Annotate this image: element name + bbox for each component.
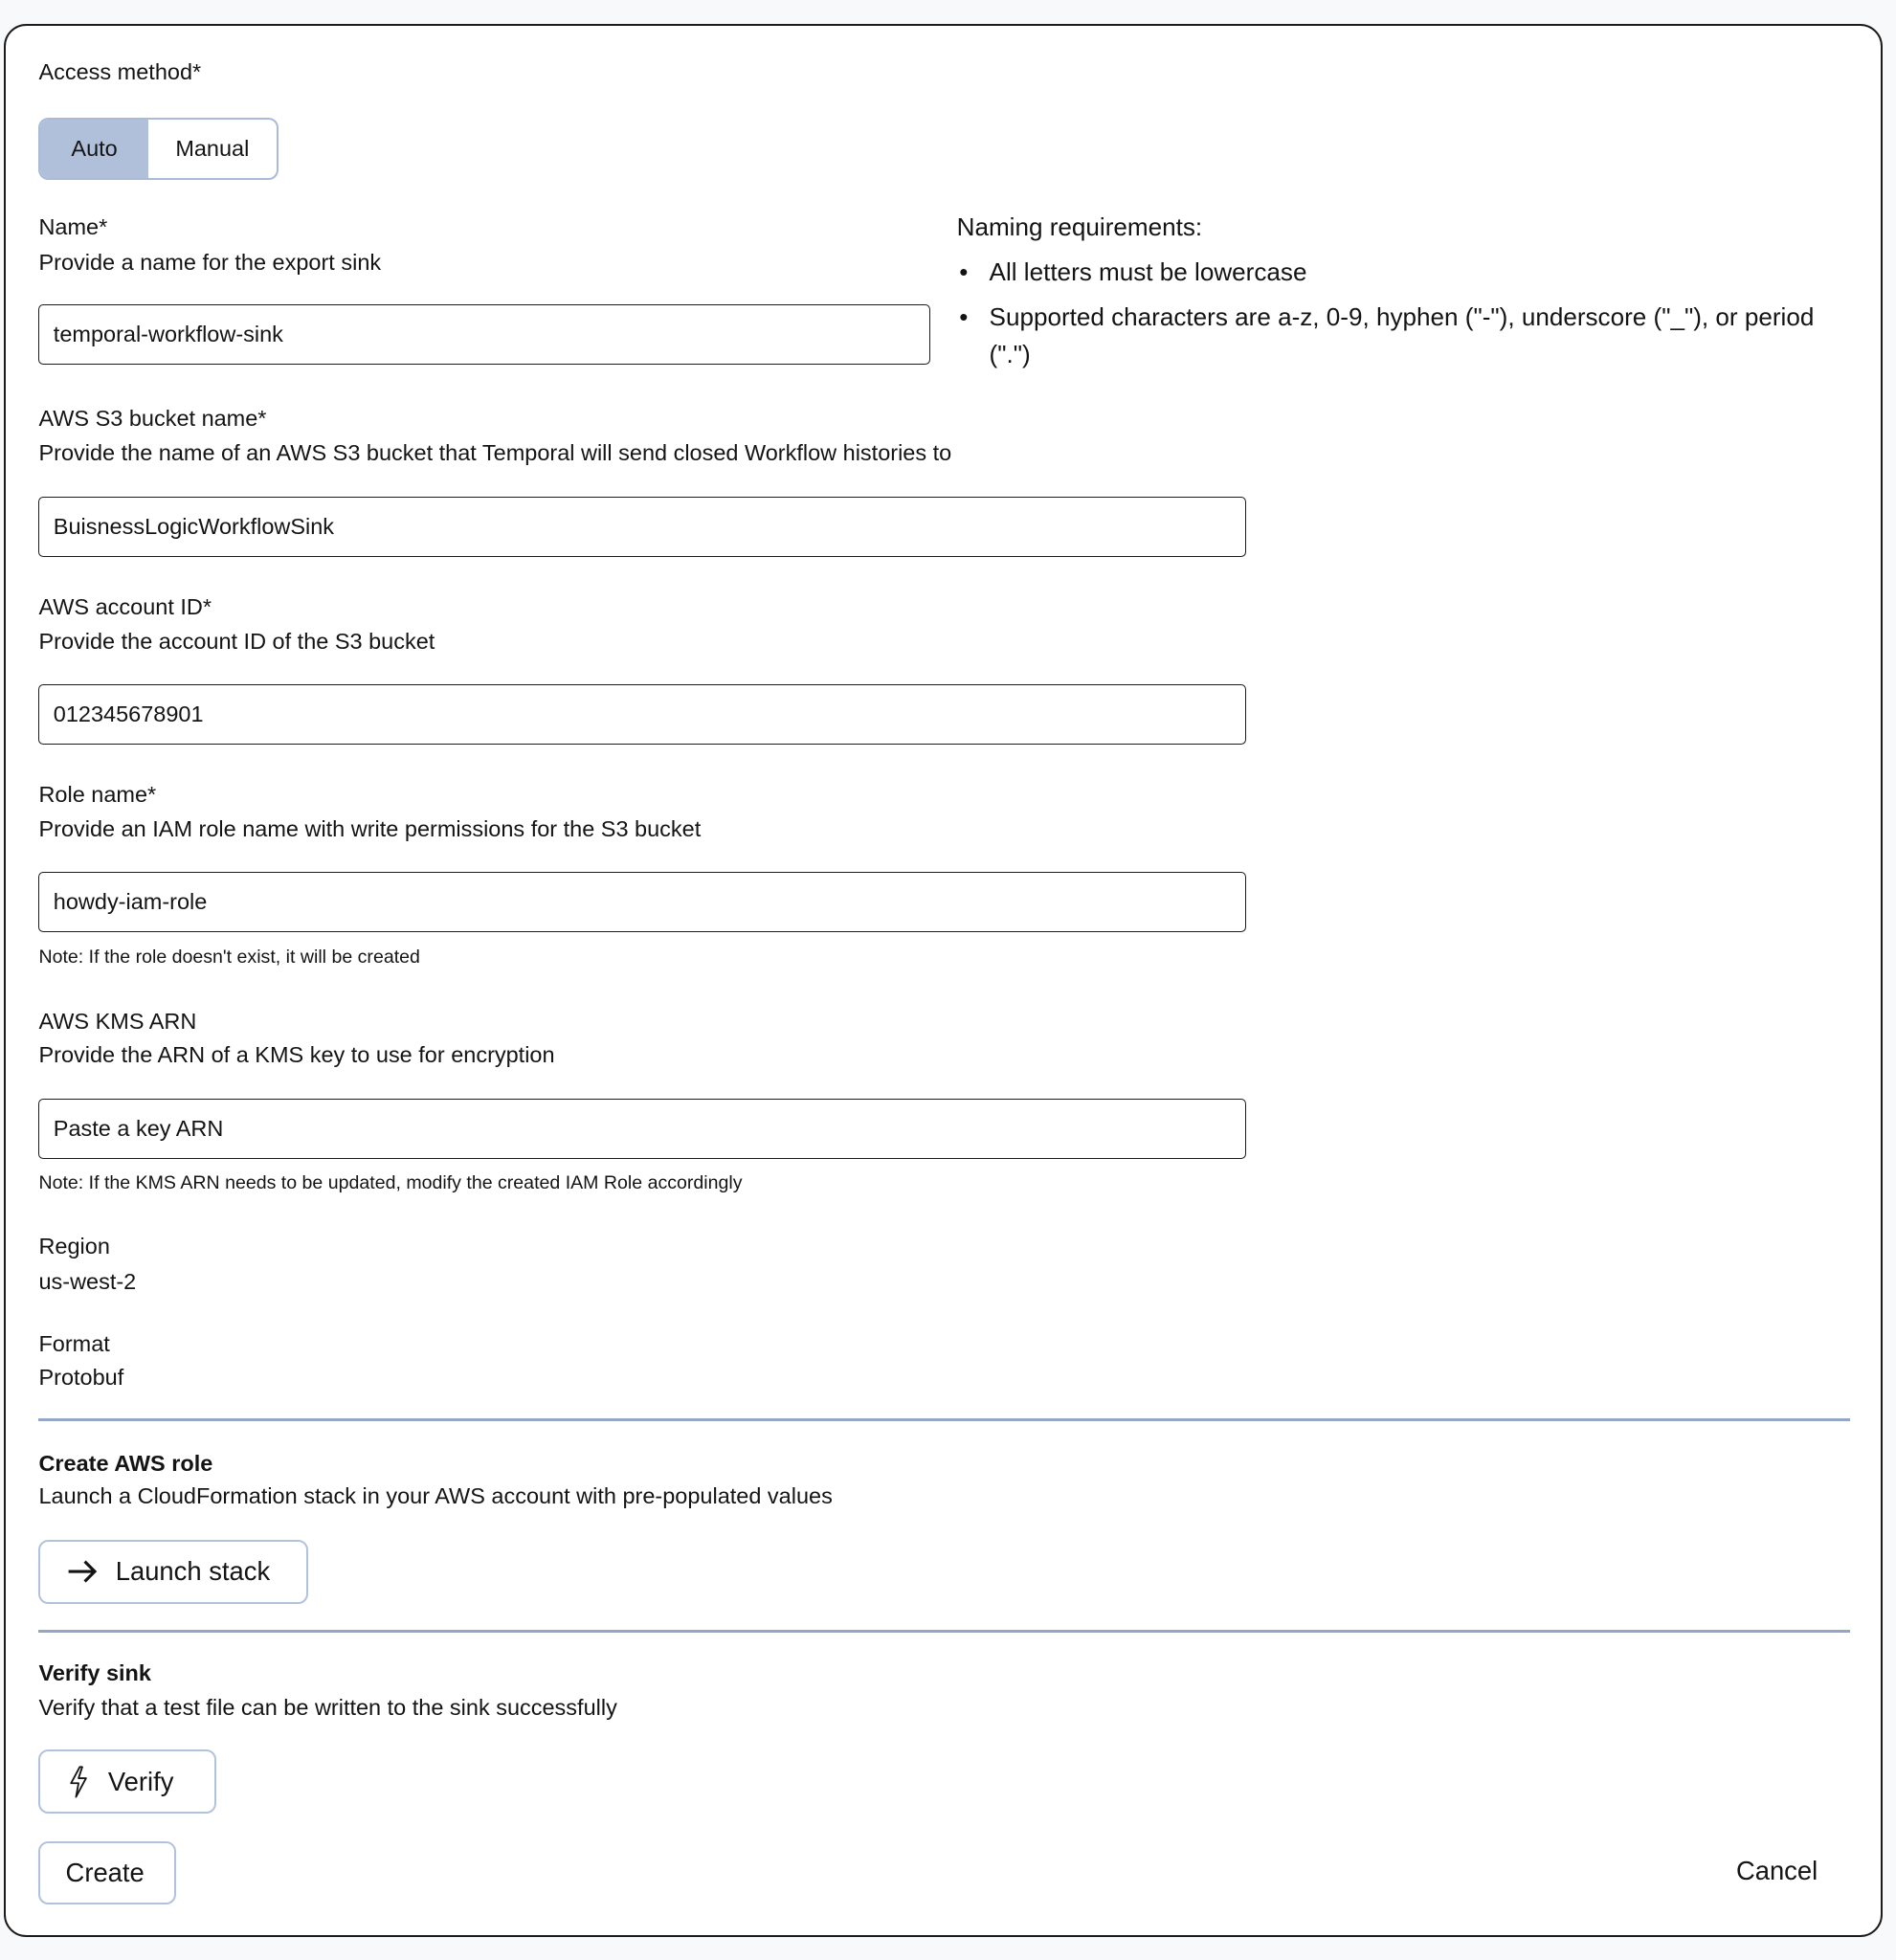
account-description: Provide the account ID of the S3 bucket	[38, 629, 435, 655]
requirement-item: • Supported characters are a-z, 0-9, hyphen ("-"), underscore ("_"), or period (".")	[957, 299, 1857, 373]
verify-sink-title: Verify sink	[38, 1660, 151, 1686]
verify-label: Verify	[107, 1766, 174, 1796]
create-button[interactable]	[38, 1841, 176, 1905]
kms-note: Note: If the KMS ARN needs to be updated, modify the created IAM Role accordingly	[38, 1172, 743, 1194]
role-description: Provide an IAM role name with write permissions for the S3 bucket	[38, 816, 702, 842]
kms-arn-input[interactable]	[38, 1099, 1246, 1159]
lightning-icon	[66, 1766, 91, 1798]
name-input[interactable]	[38, 304, 930, 365]
create-role-title: Create AWS role	[38, 1451, 213, 1477]
verify-button[interactable]	[38, 1749, 215, 1814]
verify-sink-description: Verify that a test file can be written to the sink successfully	[38, 1694, 617, 1720]
format-label: Format	[38, 1330, 110, 1356]
launch-stack-button[interactable]	[38, 1540, 308, 1604]
arrow-right-icon	[66, 1559, 99, 1584]
region-label: Region	[38, 1234, 110, 1259]
launch-stack-label: Launch stack	[115, 1556, 271, 1587]
bucket-input[interactable]	[38, 497, 1246, 557]
create-label: Create	[65, 1857, 145, 1887]
format-value: Protobuf	[38, 1365, 124, 1391]
account-label: AWS account ID*	[38, 593, 212, 619]
kms-label: AWS KMS ARN	[38, 1009, 197, 1035]
toggle-auto[interactable]: Auto	[40, 120, 147, 178]
bucket-description: Provide the name of an AWS S3 bucket that Temporal will send closed Workflow histories to	[38, 440, 952, 466]
kms-description: Provide the ARN of a KMS key to use for encryption	[38, 1042, 555, 1068]
access-method-toggle	[38, 118, 279, 180]
name-description: Provide a name for the export sink	[38, 249, 382, 275]
access-method-label: Access method*	[38, 59, 202, 85]
role-name-input[interactable]	[38, 872, 1246, 932]
naming-requirements	[957, 212, 1857, 382]
divider	[38, 1630, 1849, 1633]
bucket-label: AWS S3 bucket name*	[38, 405, 267, 431]
requirement-item: • All letters must be lowercase	[957, 254, 1857, 291]
account-id-input[interactable]	[38, 684, 1246, 745]
create-role-description: Launch a CloudFormation stack in your AWS account with pre-populated values	[38, 1483, 833, 1509]
region-value: us-west-2	[38, 1268, 137, 1294]
toggle-manual[interactable]: Manual	[175, 135, 250, 161]
role-note: Note: If the role doesn't exist, it will be created	[38, 947, 420, 969]
divider	[38, 1418, 1849, 1421]
name-label: Name*	[38, 214, 108, 240]
naming-requirements-title: Naming requirements:	[956, 212, 1203, 241]
cancel-button[interactable]: Cancel	[1735, 1856, 1818, 1886]
role-label: Role name*	[38, 781, 157, 807]
